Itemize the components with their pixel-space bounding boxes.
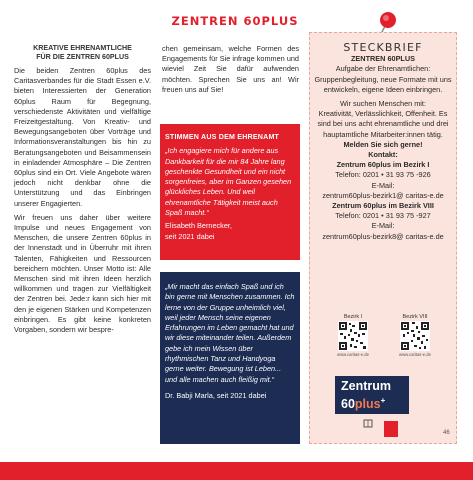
contact-2-email-label: E-Mail: [371,221,395,231]
qr-code-icon [338,321,368,351]
body-paragraph: Wir freuen uns daher über weitere Impulse und neues Engagement von Menschen, die unsere Zentren 60plus in der Innenstadt und in Überruhr mit ihren Talenten, Fähigkeiten und Ressourcen bereichern möchten. Unser Motto ist: Alle Menschen sind mit ihren Ideen herzlich willkommen und tragen zur Vielfältigkeit der Zentren bei. Jede:r kann sich hier mit den je eigenen Stärken und Kompetenzen einbringen. Es gibt keine konkreten Vorgaben, sondern wir bespre- [14,212,151,335]
qr-url: www.caritas-e.de [399,352,431,357]
heading-line-2: FÜR DIE ZENTREN 60PLUS [36,53,129,61]
contact-1-name: Zentrum 60plus im Bezirk I [336,160,430,170]
logo-line-2 [341,393,403,412]
quote-text: „Ich engagiere mich für andere aus Dankbarkeit für die mir 84 Jahre lang geschenkte Gesundheit und ein nicht sorgenfreies, aber im Ganzen gesehen glückliches Leben. Und weil ehrenamtliche Tätigkeit meist auch Spaß macht.“ [165,146,292,218]
quote-author: Elisabeth Bernecker, [165,221,232,231]
caritas-logo [384,419,428,439]
page-number: 46 [443,430,450,436]
quote-heading: STIMMEN AUS DEM EHRENAMT [165,133,280,141]
search-label: Wir suchen Menschen mit: [340,99,426,109]
qr-label: Bezirk I [343,314,363,320]
body-paragraph: chen gemeinsam, welche Formen des Engagements für Sie infrage kommen und wieviel Zeit Sie dafür aufwenden möchten. Sprechen Sie uns an! Wir freuen uns auf Sie! [162,44,299,94]
quote-since: seit 2021 dabei [165,231,215,241]
qr-url: www.caritas-e.de [337,352,369,357]
quote-box-navy [160,272,300,444]
logo-line-1: Zentrum [341,379,391,393]
middle-column-text [162,44,299,95]
steckbrief-name: ZENTREN 60PLUS [350,54,416,64]
page-title: ZENTREN 60PLUS [171,14,299,28]
contact-label: Kontakt: [368,150,398,160]
contact-1-phone: Telefon: 0201 • 31 93 75 -926 [335,170,431,180]
quote-text: „Mir macht das einfach Spaß und ich bin gerne mit Menschen zusammen. Ich lerne von der Gruppe unheimlich viel, weil jeder Mensch seine eigenen Erfahrungen im Leben gemacht hat und wir diese miteinander teilen. Außerdem gebe ich mein Wissen über rhythmischen Tanz und Handyoga gerne weiter. Bewegung ist Leben... und alle machen auch fleißig mit.“ [165,282,295,384]
caritas-flame-icon [384,421,398,437]
body-paragraph: Die beiden Zentren 60plus des Caritasverbandes für die Stadt Essen e.V. bieten Interessierten der Generation 60plus Raum für Begegnung, verschiedenste Aktivitäten und vielfältige Freizeitgestaltung. Von Kreativ- und Bewegungsangeboten über Vorträge und Informationsveranstaltungen bis hin zu Beratungsangeboten und Beisammensein in einladender Atmosphäre – Die Zentren 60plus sind ein Ort. Viele Angebote wären jedoch nicht denkbar ohne die Unterstützung und das Einbringen unserer Engagierten. [14,66,151,208]
contact-1-email-label: E-Mail: [371,180,395,190]
qr-label: Bezirk VIII [402,314,428,320]
search-text: Kreativität, Verlässlichkeit, Offenheit. Es sind bei uns acht ehrenamtliche und drei hauptamtliche Mitarbeiter:innen tätig. [317,109,449,139]
zentrum-60plus-logo [335,376,409,414]
logo-number: 60 [341,397,355,412]
qr-bezirk-8[interactable] [389,314,441,358]
section-heading [14,44,151,62]
steckbrief-title: STECKBRIEF [343,41,423,54]
contact-1-email[interactable]: zentrum60plus-bezirk1@ caritas-e.de [322,190,444,200]
logo-plus: plus [354,397,381,412]
logo-sup: + [380,396,386,405]
cta-text: Melden Sie sich gerne! [343,139,423,149]
task-text: Gruppenbegleitung, neue Formate mit uns entwickeln, eigene Ideen einbringen. [314,74,452,94]
qr-bezirk-1[interactable] [327,314,379,358]
qr-codes [323,314,445,376]
stadt-essen-emblem-icon [363,419,373,428]
quote-box-red [160,124,300,260]
stadt-essen-logo [360,419,376,439]
qr-code-icon [400,321,430,351]
contact-2-name: Zentrum 60plus im Bezirk VIII [332,201,434,211]
left-column [14,44,151,339]
quote-author: Dr. Babji Marla, seit 2021 dabei [165,390,267,400]
contact-2-phone: Telefon: 0201 • 31 93 75 -927 [335,211,431,221]
contact-2-email[interactable]: zentrum60plus-bezirk8@ caritas-e.de [322,231,444,241]
heading-line-1: KREATIVE EHRENAMTLICHE [33,44,132,52]
task-label: Aufgabe der Ehrenamtlichen: [335,64,431,74]
footer-bar [0,462,473,480]
partner-logos [360,419,430,441]
